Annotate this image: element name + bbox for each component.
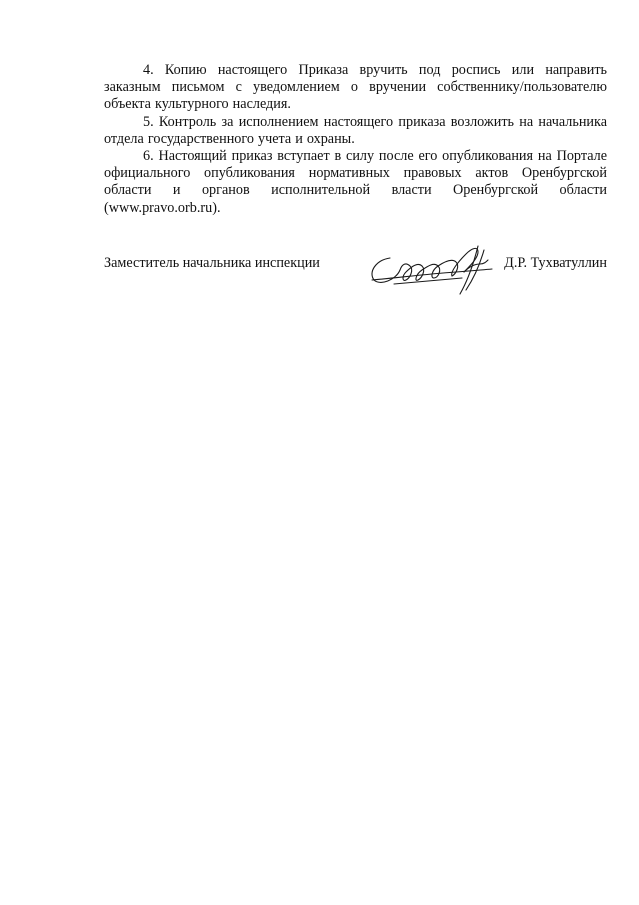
signature-block [104,236,607,306]
paragraph-item-6: 6. Настоящий приказ вступает в силу после его опубликования на Портале официального опубликования нормативных правовых актов Оренбургской области и органов исполнительной власти Оренбургской области (www.pravo.orb.ru). [104,148,607,216]
order-body [104,62,607,217]
signer-name: Д.Р. Тухватуллин [504,255,607,271]
paragraph-item-5: 5. Контроль за исполнением настоящего приказа возложить на начальника отдела государственного учета и охраны. [104,113,607,147]
signer-position-title: Заместитель начальника инспекции [104,255,320,271]
handwritten-signature [366,236,501,302]
paragraph-item-4: 4. Копию настоящего Приказа вручить под роспись или направить заказным письмом с уведомлением о вручении собственнику/пользователю объекта культурного наследия. [104,62,607,113]
